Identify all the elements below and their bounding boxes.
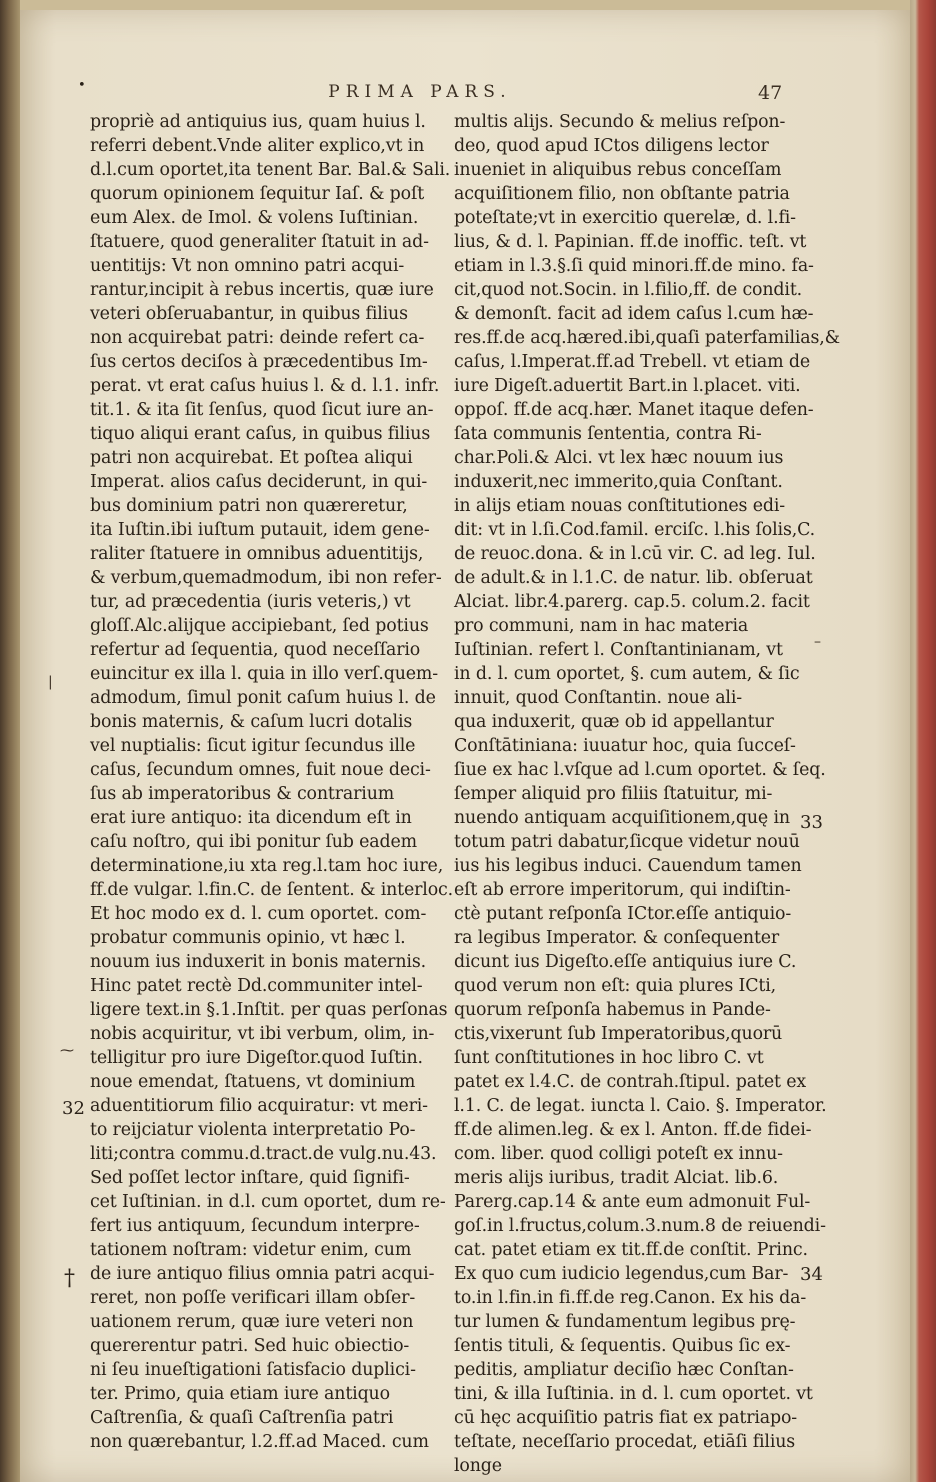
- text-line: Conſtātiniana: iuuatur hoc, quia ſucceſ-: [454, 736, 796, 756]
- text-line: Iuſtinian. refert l. Conſtantinianam, vt: [454, 640, 783, 660]
- text-line: tit.1. & ita ſit ſenſus, quod ſicut iure an-: [90, 400, 434, 420]
- text-line: Imperat. alios caſus deciderunt, in qui-: [90, 472, 428, 492]
- text-line: multis alijs. Secundo & melius reſpon-: [454, 112, 786, 132]
- text-line: dicunt ius Digeſto.eſſe antiquius iure C.: [454, 952, 797, 972]
- text-line: propriè ad antiquius ius, quam huius l.: [90, 112, 426, 132]
- text-line: teſtate, neceſſario procedat, etiāſi filius: [454, 1432, 796, 1452]
- text-line: gloſſ.Alc.alijque accipiebant, ſed potius: [90, 616, 429, 636]
- margin-dagger: †: [64, 1266, 75, 1291]
- text-line: ſtatuere, quod generaliter ſtatuit in ad-: [90, 232, 429, 252]
- text-line: & verbum,quemadmodum, ibi non refer-: [90, 568, 442, 588]
- margin-note-34: 34: [800, 1264, 823, 1285]
- text-line: caſu noſtro, qui ibi ponitur ſub eadem: [90, 832, 417, 852]
- text-line: com. liber. quod colligi poteſt ex innu-: [454, 1144, 783, 1164]
- text-line: erat iure antiquo: ita dicendum eſt in: [90, 808, 412, 828]
- text-line: determinatione,iu xta reg.l.tam hoc iure,: [90, 856, 444, 876]
- text-line: poteſtate;vt in exercitio querelæ, d. l.fi-: [454, 208, 796, 228]
- text-line: non acquirebat patri: deinde refert ca-: [90, 328, 425, 348]
- text-line: ra legibus Imperator. & conſequenter: [454, 928, 780, 948]
- text-line: d.l.cum oportet,ita tenent Bar. Bal.& Sali.: [90, 160, 451, 180]
- text-line: ff.de alimen.leg. & ex l. Anton. ff.de fidei-: [454, 1120, 812, 1140]
- text-line: tiquo aliqui erant caſus, in quibus filius: [90, 424, 431, 444]
- ink-mark: •: [78, 78, 86, 93]
- text-line: euincitur ex illa l. quia in illo verſ.quem-: [90, 664, 438, 684]
- page-number: 47: [758, 82, 783, 104]
- text-line: vel nuptialis: ſicut igitur ſecundus ille: [90, 736, 416, 756]
- text-line: ſemper aliquid pro filiis ſtatuitur, mi-: [454, 784, 773, 804]
- text-line: quererentur patri. Sed huic obiectio-: [90, 1336, 410, 1356]
- text-line: raliter ſtatuere in omnibus aduentitijs,: [90, 544, 424, 564]
- text-line: char.Poli.& Alci. vt lex hæc nouum ius: [454, 448, 784, 468]
- text-line: totum patri dabatur,ſicque videtur nouū: [454, 832, 800, 852]
- text-line: qua induxerit, quæ ob id appellantur: [454, 712, 774, 732]
- text-line: induxerit,nec immerito,quia Conſtant.: [454, 472, 783, 492]
- text-line: meris alijs iuribus, tradit Alciat. lib.6.: [454, 1168, 779, 1188]
- margin-bar-left: |: [48, 674, 53, 690]
- text-line: quorum reſponſa habemus in Pande-: [454, 1000, 771, 1020]
- text-line: ctè putant reſponſa ICtor.eſſe antiquio-: [454, 904, 792, 924]
- text-line: ni ſeu inueſtigationi ſatisfacio duplici-: [90, 1360, 416, 1380]
- text-line: cet Iuſtinian. in d.l. cum oportet, dum re-: [90, 1192, 446, 1212]
- text-line: tini, & illa Iuſtinia. in d. l. cum oportet. vt: [454, 1384, 813, 1404]
- text-line: ſus certos deciſos à præcedentibus Im-: [90, 352, 428, 372]
- text-line: bonis maternis, & caſum lucri dotalis: [90, 712, 413, 732]
- text-line: reret, non poſſe verificari illam obſer-: [90, 1288, 416, 1308]
- text-line: uationem rerum, quæ iure veteri non: [90, 1312, 414, 1332]
- text-line: tationem noſtram: videtur enim, cum: [90, 1240, 412, 1260]
- text-line: caſus, l.Imperat.ff.ad Trebell. vt etiam de: [454, 352, 810, 372]
- text-line: ff.de vulgar. l.fin.C. de ſentent. & interloc.: [90, 880, 454, 900]
- text-line: nobis acquiritur, vt ibi verbum, olim, in-: [90, 1024, 435, 1044]
- text-line: tur, ad præcedentia (iuris veteris,) vt: [90, 592, 411, 612]
- text-line: ſata communis ſententia, contra Ri-: [454, 424, 762, 444]
- text-line: Hinc patet rectè Dd.communiter intel-: [90, 976, 423, 996]
- text-line: referri debent.Vnde aliter explico,vt in: [90, 136, 425, 156]
- text-line: ſunt conſtitutiones in hoc libro C. vt: [454, 1048, 764, 1068]
- text-line: acquiſitionem filio, non obſtante patria: [454, 184, 790, 204]
- running-title: PRIMA PARS.: [328, 82, 512, 102]
- text-line: de reuoc.dona. & in l.cū vir. C. ad leg. Iul.: [454, 544, 816, 564]
- printed-page: [20, 10, 910, 1482]
- text-line: Ex quo cum iudicio legendus,cum Bar-: [454, 1264, 789, 1284]
- text-line: Parerg.cap.14 & ante eum admonuit Ful-: [454, 1192, 811, 1212]
- text-line: ter. Primo, quia etiam iure antiquo: [90, 1384, 390, 1404]
- red-page-edge: [910, 0, 936, 1482]
- text-line: nuendo antiquam acquiſitionem,quę in: [454, 808, 790, 828]
- text-line: Sed poſſet lector inſtare, quid ſignifi-: [90, 1168, 410, 1188]
- margin-tick-right: –: [814, 634, 821, 650]
- text-line: Et hoc modo ex d. l. cum oportet. com-: [90, 904, 427, 924]
- text-line: patet ex l.4.C. de contrah.ſtipul. patet ex: [454, 1072, 806, 1092]
- text-line: cit,quod not.Socin. in l.filio,ff. de condit.: [454, 280, 803, 300]
- text-line: ius his legibus induci. Cauendum tamen: [454, 856, 802, 876]
- text-line: ſiue ex hac l.vſque ad l.cum oportet. & ſeq.: [454, 760, 826, 780]
- text-line: aduentitiorum filio acquiratur: vt meri-: [90, 1096, 428, 1116]
- text-line: de adult.& in l.1.C. de natur. lib. obſeruat: [454, 568, 813, 588]
- text-line: fert ius antiquum, ſecundum interpre-: [90, 1216, 420, 1236]
- text-line: perat. vt erat caſus huius l. & d. l.1. infr.: [90, 376, 440, 396]
- text-line: iure Digeſt.aduertit Bart.in l.placet. viti.: [454, 376, 801, 396]
- text-line: tur lumen & fundamentum legibus prę-: [454, 1312, 796, 1332]
- text-line: in alijs etiam nouas conſtitutiones edi-: [454, 496, 785, 516]
- text-line: non quærebantur, l.2.ff.ad Maced. cum: [90, 1432, 429, 1452]
- text-line: refertur ad ſequentia, quod neceſſario: [90, 640, 421, 660]
- text-line: telligitur pro iure Digeſtor.quod Iuſtin.: [90, 1048, 423, 1068]
- text-line: l.1. C. de legat. iuncta l. Caio. §. Imperator.: [454, 1096, 827, 1116]
- text-line: etiam in l.3.§.ſi quid minori.ff.de mino. fa-: [454, 256, 814, 276]
- text-line: & demonſt. facit ad idem caſus l.cum hæ-: [454, 304, 814, 324]
- text-line: patri non acquirebat. Et poſtea aliqui: [90, 448, 413, 468]
- text-line: longe: [454, 1456, 502, 1476]
- text-line: veteri obſeruabantur, in quibus filius: [90, 304, 408, 324]
- text-line: eum Alex. de Imol. & volens Iuſtinian.: [90, 208, 419, 228]
- text-line: quod verum non eſt: quia plures ICti,: [454, 976, 777, 996]
- text-line: caſus, ſecundum omnes, fuit noue deci-: [90, 760, 431, 780]
- text-line: noue emendat, ſtatuens, vt dominium: [90, 1072, 416, 1092]
- text-line: Alciat. libr.4.parerg. cap.5. colum.2. facit: [454, 592, 810, 612]
- text-line: ita Iuſtin.ibi iuſtum putauit, idem gene-: [90, 520, 430, 540]
- text-line: res.ff.de acq.hæred.ibi,quaſi paterfamilias,&: [454, 328, 841, 348]
- margin-note-33: 33: [800, 812, 823, 833]
- text-line: eſt ab errore imperitorum, qui indiſtin-: [454, 880, 791, 900]
- text-line: uentitijs: Vt non omnino patri acqui-: [90, 256, 405, 276]
- left-text-column: [90, 110, 454, 1454]
- book-binding-shadow: [0, 0, 20, 1482]
- text-line: rantur,incipit à rebus incertis, quæ iure: [90, 280, 434, 300]
- text-line: quorum opinionem ſequitur Iaſ. & poſt: [90, 184, 425, 204]
- text-line: deo, quod apud ICtos diligens lector: [454, 136, 769, 156]
- text-line: innuit, quod Conſtantin. noue ali-: [454, 688, 742, 708]
- text-line: to.in l.fin.in fi.ff.de reg.Canon. Ex his da-: [454, 1288, 807, 1308]
- text-line: to reijciatur violenta interpretatio Po-: [90, 1120, 416, 1140]
- text-line: in d. l. cum oportet, §. cum autem, & ſic: [454, 664, 800, 684]
- text-line: goſ.in l.fructus,colum.3.num.8 de reiuendi-: [454, 1216, 826, 1236]
- text-line: liti;contra commu.d.tract.de vulg.nu.43.: [90, 1144, 437, 1164]
- text-line: admodum, ſimul ponit caſum huius l. de: [90, 688, 436, 708]
- text-line: nouum ius induxerit in bonis maternis.: [90, 952, 426, 972]
- text-line: dit: vt in l.ſi.Cod.famil. erciſc. l.his ſolis,C.: [454, 520, 816, 540]
- text-line: bus dominium patri non quæreretur,: [90, 496, 408, 516]
- text-line: ſentis tituli, & ſequentis. Quibus ſic ex-: [454, 1336, 791, 1356]
- text-line: oppoſ. ff.de acq.hær. Manet itaque defen-: [454, 400, 814, 420]
- text-line: lius, & d. l. Papinian. ff.de inoffic. teſt. vt: [454, 232, 807, 252]
- margin-tick-left: ⁓: [60, 1043, 74, 1059]
- text-line: cat. patet etiam ex tit.ff.de conſtit. Princ.: [454, 1240, 808, 1260]
- text-line: peditis, ampliatur deciſio hæc Conſtan-: [454, 1360, 794, 1380]
- text-line: ctis,vixerunt ſub Imperatoribus,quorū: [454, 1024, 783, 1044]
- text-line: probatur communis opinio, vt hæc l.: [90, 928, 406, 948]
- text-line: Caſtrenſia, & quaſi Caſtrenſia patri: [90, 1408, 394, 1428]
- text-line: inueniet in aliquibus rebus conceſſam: [454, 160, 782, 180]
- text-line: cū hęc acquiſitio patris fiat ex patriapo-: [454, 1408, 798, 1428]
- text-line: pro communi, nam in hac materia: [454, 616, 749, 636]
- margin-note-32: 32: [62, 1098, 85, 1119]
- text-line: de iure antiquo filius omnia patri acqui-: [90, 1264, 435, 1284]
- text-line: ſus ab imperatoribus & contrarium: [90, 784, 395, 804]
- text-line: ligere text.in §.1.Inſtit. per quas perſonas: [90, 1000, 448, 1020]
